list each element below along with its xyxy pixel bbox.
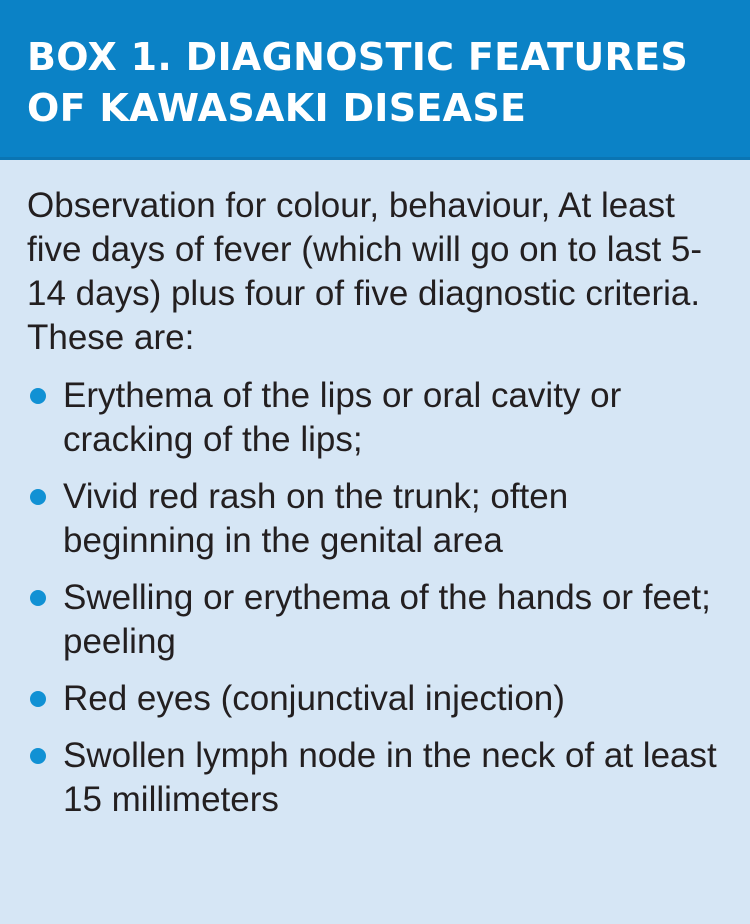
box-title-line-2: OF KAWASAKI DISEASE	[27, 86, 527, 130]
bullet-dot-icon	[30, 388, 46, 404]
intro-paragraph: Observation for colour, behaviour, At least five days of fever (which will go on to last 5-14 days) plus four of five diagnostic criteria. These are:	[27, 186, 703, 357]
box-title-line-1: BOX 1. DIAGNOSTIC FEATURES	[27, 35, 689, 79]
bullet-dot-icon	[30, 691, 46, 707]
bullet-dot-icon	[30, 748, 46, 764]
criteria-item	[27, 576, 720, 664]
criteria-item-text: Swollen lymph node in the neck of at least 15 millimeters	[63, 736, 717, 819]
criteria-item	[27, 734, 720, 822]
bullet-dot-icon	[30, 489, 46, 505]
criteria-item-text: Vivid red rash on the trunk; often beginning in the genital area	[63, 477, 569, 560]
criteria-item	[27, 677, 720, 721]
bullet-dot-icon	[30, 590, 46, 606]
criteria-list	[27, 374, 720, 822]
box-body	[0, 160, 750, 822]
criteria-item	[27, 374, 720, 462]
criteria-item	[27, 475, 720, 563]
box-title	[27, 32, 726, 134]
criteria-item-text: Red eyes (conjunctival injection)	[63, 679, 565, 718]
criteria-item-text: Erythema of the lips or oral cavity or cracking of the lips;	[63, 376, 622, 459]
criteria-item-text: Swelling or erythema of the hands or feet; peeling	[63, 578, 711, 661]
box-header	[0, 0, 750, 160]
